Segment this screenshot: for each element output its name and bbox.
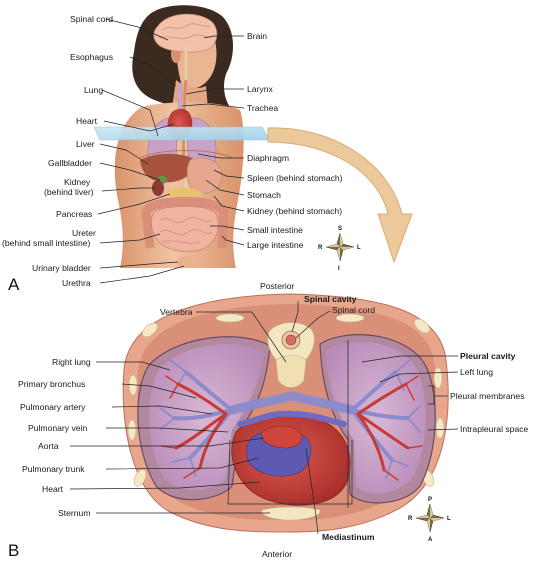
compass-rose-b <box>408 497 451 543</box>
label-urethra: Urethra <box>62 278 91 288</box>
label-sternum: Sternum <box>58 508 91 518</box>
label-pancreas: Pancreas <box>56 209 93 219</box>
label-brain: Brain <box>247 31 268 41</box>
label-pulmonary-trunk: Pulmonary trunk <box>22 464 85 474</box>
label-pleural-cavity: Pleural cavity <box>460 351 516 361</box>
label-anterior: Anterior <box>262 549 293 559</box>
label-posterior: Posterior <box>260 281 295 291</box>
compass-b-posterior: P <box>428 497 433 503</box>
compass-b-right: R <box>408 516 413 522</box>
label-ureter-line1: Ureter <box>72 228 96 238</box>
label-spinal-cavity: Spinal cavity <box>304 294 357 304</box>
label-spleen: Spleen (behind stomach) <box>247 173 343 183</box>
label-aorta: Aorta <box>38 441 59 451</box>
label-intrapleural-space: Intrapleural space <box>460 424 529 434</box>
compass-a-superior: S <box>338 226 343 232</box>
label-pleural-membranes: Pleural membranes <box>450 391 525 401</box>
label-ureter-line2: (behind small intestine) <box>2 238 91 248</box>
compass-rose-a <box>318 226 361 272</box>
label-heart-b: Heart <box>42 484 64 494</box>
label-left-lung: Left lung <box>460 367 493 377</box>
label-right-lung: Right lung <box>52 357 91 367</box>
label-primary-bronchus: Primary bronchus <box>18 379 86 389</box>
urinary-bladder <box>177 256 195 268</box>
label-esophagus: Esophagus <box>70 52 114 62</box>
label-lung: Lung <box>84 85 104 95</box>
label-vertebra: Vertebra <box>160 307 193 317</box>
small-intestine <box>151 206 218 251</box>
compass-a-inferior: I <box>338 266 340 272</box>
label-liver: Liver <box>76 139 95 149</box>
compass-a-left: L <box>357 245 361 251</box>
label-mediastinum: Mediastinum <box>322 532 375 542</box>
compass-b-left: L <box>447 516 451 522</box>
label-kidney-line1: Kidney <box>64 177 91 187</box>
label-kidney-line2: (behind liver) <box>44 187 94 197</box>
panel-letter-b: B <box>8 541 20 560</box>
label-pulmonary-artery: Pulmonary artery <box>20 402 86 412</box>
panel-b-cross-section <box>123 294 448 532</box>
label-diaphragm: Diaphragm <box>247 153 290 163</box>
label-larynx: Larynx <box>247 84 273 94</box>
vertebral-body <box>276 356 306 388</box>
panel-a-labels-left <box>2 14 113 288</box>
compass-a-right: R <box>318 245 323 251</box>
compass-b-anterior: A <box>428 537 433 543</box>
spinal-cord-b <box>286 335 296 345</box>
label-pulmonary-vein: Pulmonary vein <box>28 423 88 433</box>
label-spinal-cord-a: Spinal cord <box>70 14 113 24</box>
label-urinary-bladder: Urinary bladder <box>32 263 91 273</box>
label-spinal-cord-b: Spinal cord <box>332 305 375 315</box>
label-gallbladder: Gallbladder <box>48 158 92 168</box>
panel-a-torso-illustration <box>94 5 270 268</box>
panel-letter-a: A <box>8 275 20 294</box>
label-kidney-behind-stomach: Kidney (behind stomach) <box>247 206 343 216</box>
section-plane <box>94 127 270 140</box>
label-large-intestine: Large intestine <box>247 240 304 250</box>
label-small-intestine: Small intestine <box>247 225 303 235</box>
label-heart-a: Heart <box>76 116 98 126</box>
label-stomach: Stomach <box>247 190 281 200</box>
label-trachea: Trachea <box>247 103 279 113</box>
